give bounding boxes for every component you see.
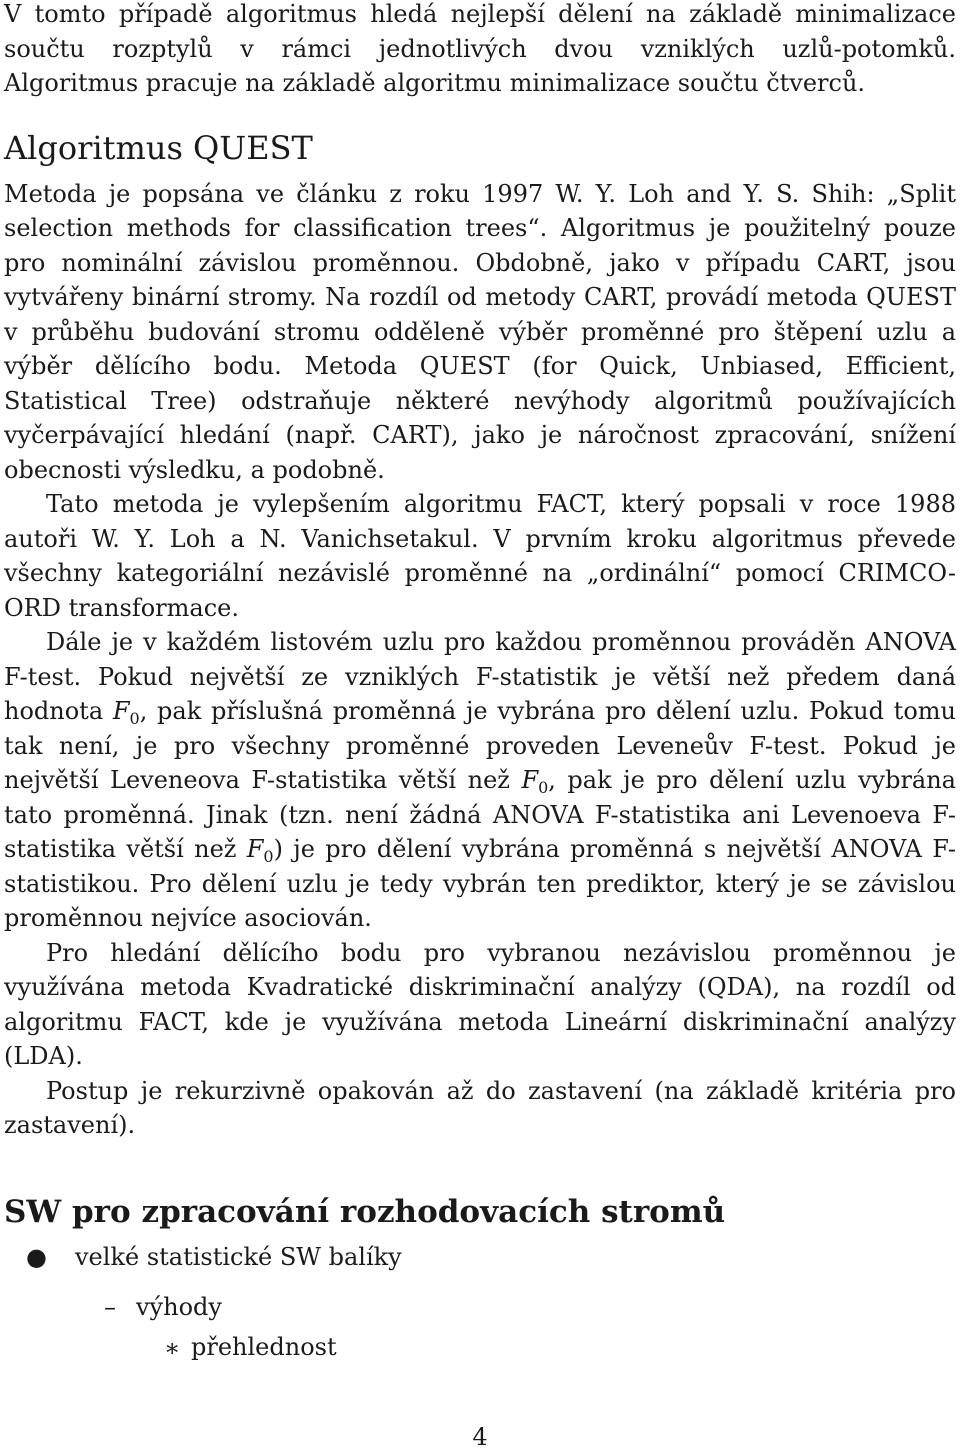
bullet-dot-icon: ● [26,1242,47,1271]
list-item-label: výhody [136,1293,222,1321]
f0-subscript: 0 [538,778,549,797]
quest-paragraph-2: Tato metoda je vylepšením algoritmu FACT, který popsali v roce 1988 autoři W. Y. Loh a N. Vanichsetakul. V prvním kroku algoritmus převede všechny kategoriální nezávislé proměnné na „ordinální“ pomocí CRIMCO-ORD transformace. [4,490,956,622]
p3-text-2: , pak příslušná proměnná je vybrána pro dělení uzlu. Pokud tomu tak není, je pro všechny proměnné proveden Leveneův F-test. Pokud je největší Leveneova F-statistika větší než [4,697,956,794]
list-item [4,1290,956,1325]
list-item [4,1330,956,1365]
sw-list [4,1240,956,1365]
list-item-label: přehlednost [191,1332,337,1361]
quest-heading: Algoritmus QUEST [4,128,313,167]
p3-text-3: , pak je pro dělení uzlu vybrána tato proměnná. Jinak (tzn. není žádná ANOVA F-statistika ani Levenoeva F-statistika větší než [4,766,956,863]
p3-text-4: ) je pro dělení vybrána proměnná s největší ANOVA F-statistikou. Pro dělení uzlu je tedy vybrán ten prediktor, který je se závislou proměnnou nejvíce asociován. [4,835,956,932]
f0-variable: F [246,835,264,863]
f0-variable: F [112,697,130,725]
f0-subscript: 0 [263,847,274,866]
sw-section-heading: SW pro zpracování rozhodovacích stromů [4,1193,726,1230]
f0-variable: F [521,766,539,794]
document-page [4,0,956,1364]
quest-paragraph-3 [4,625,956,936]
page-number: 4 [472,1423,488,1451]
dash-bullet-icon: – [104,1293,116,1321]
quest-paragraph-4: Pro hledání dělícího bodu pro vybranou nezávislou proměnnou je využívána metoda Kvadratické diskriminační analýzy (QDA), na rozdíl od algoritmu FACT, kde je využívána metoda Lineární diskriminační analýzy (LDA). [4,938,956,1070]
quest-paragraph-5: Postup je rekurzivně opakován až do zastavení (na základě kritéria pro zastavení). [4,1076,956,1139]
quest-paragraph-1: Metoda je popsána ve článku z roku 1997 W. Y. Loh and Y. S. Shih: „Split selection methods for classification trees“. Algoritmus je použitelný pouze pro nominální závislou proměnnou. Obdobně, jako v případu CART, jsou vytvářeny binární stromy. Na rozdíl od metody CART, provádí metoda QUEST v průběhu budování stromu odděleně výběr proměnné pro štěpení uzlu a výběr dělícího bodu. Metoda QUEST (for Quick, Unbiased, Efficient, Statistical Tree) odstraňuje některé nevýhody algoritmů používajících vyčerpávající hledání (např. CART), jako je náročnost zpracování, snížení obecnosti výsledku, a podobně. [4,179,956,484]
asterisk-bullet-icon: ∗ [164,1333,181,1362]
f0-subscript: 0 [129,709,140,728]
list-item-label: velké statistické SW balíky [75,1242,402,1271]
list-item [4,1240,956,1275]
intro-paragraph: V tomto případě algoritmus hledá nejlepší dělení na základě minimalizace součtu rozptylů v rámci jednotlivých dvou vzniklých uzlů-potomků. Algoritmus pracuje na základě algoritmu minimalizace součtu čtverců. [4,0,956,97]
p3-text-1: Dále je v každém listovém uzlu pro každou proměnnou prováděn ANOVA F-test. Pokud největší ze vzniklých F-statistik je větší než předem daná hodnota [4,628,956,725]
